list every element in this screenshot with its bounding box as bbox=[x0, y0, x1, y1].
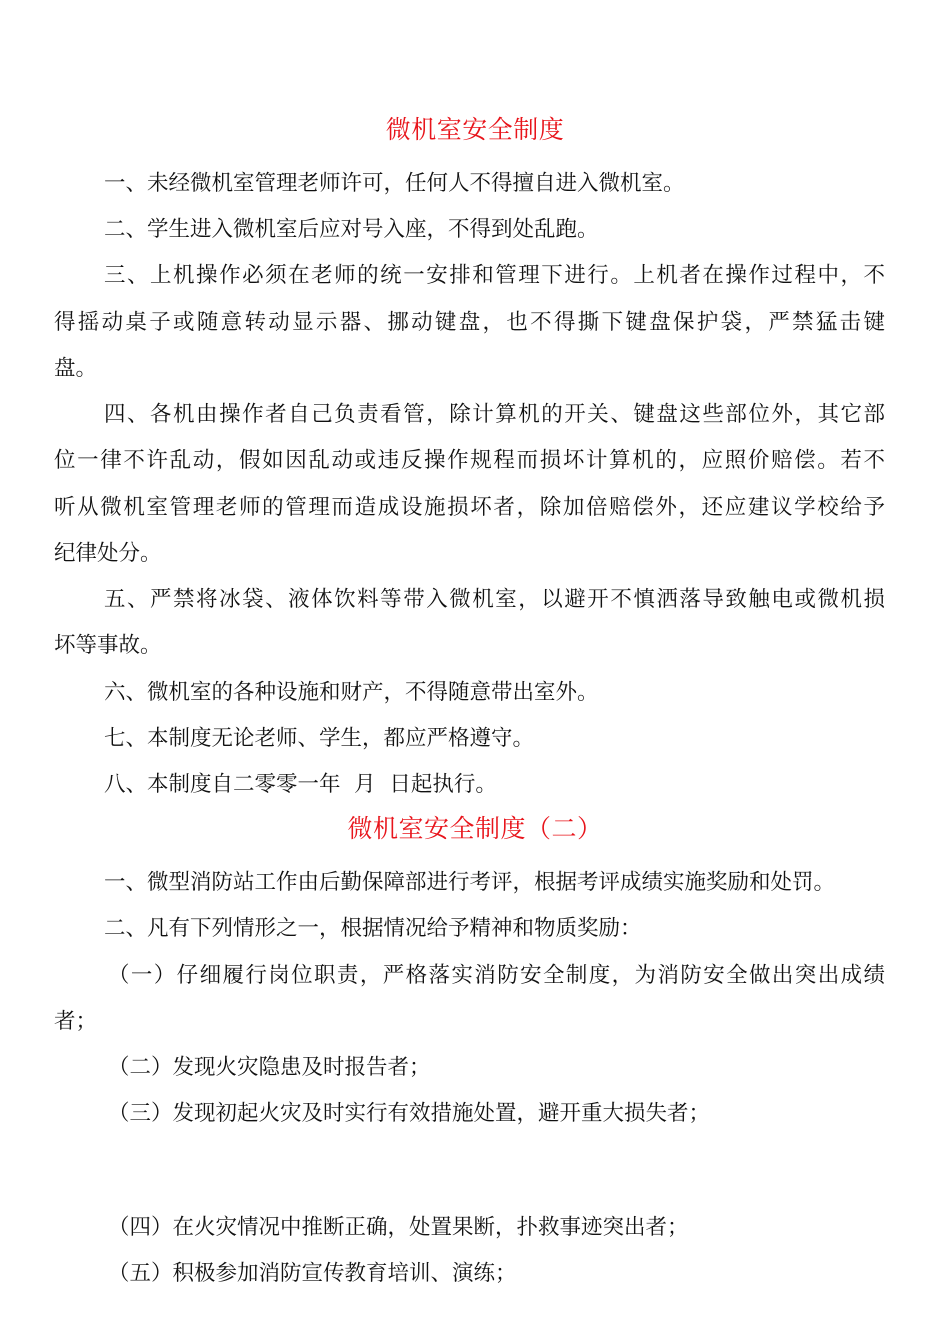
reward-item-1-line-1: （一）仔细履行岗位职责，严格落实消防安全制度，为消防安全做出突出成绩 bbox=[108, 963, 885, 988]
rule-5-line-2: 坏等事故。 bbox=[54, 633, 162, 658]
rule-3-line-2: 得摇动桌子或随意转动显示器、挪动键盘，也不得撕下键盘保护袋，严禁猛击键 bbox=[54, 310, 885, 335]
reward-item-5: （五）积极参加消防宣传教育培训、演练； bbox=[108, 1261, 517, 1286]
reward-item-1-line-2: 者； bbox=[54, 1009, 98, 1034]
rule-5-line-1: 五、严禁将冰袋、液体饮料等带入微机室，以避开不慎洒落导致触电或微机损 bbox=[104, 587, 885, 612]
section2-rule-1: 一、微型消防站工作由后勤保障部进行考评，根据考评成绩实施奖励和处罚。 bbox=[104, 870, 836, 895]
rule-3-line-1: 三、上机操作必须在老师的统一安排和管理下进行。上机者在操作过程中，不 bbox=[104, 263, 885, 288]
rule-6: 六、微机室的各种设施和财产，不得随意带出室外。 bbox=[104, 680, 599, 705]
reward-item-2: （二）发现火灾隐患及时报告者； bbox=[108, 1055, 431, 1080]
section2-title: 微机室安全制度（二） bbox=[347, 814, 603, 843]
section2-rule-2: 二、凡有下列情形之一，根据情况给予精神和物质奖励： bbox=[104, 916, 642, 941]
rule-7: 七、本制度无论老师、学生，都应严格遵守。 bbox=[104, 726, 535, 751]
reward-item-4: （四）在火灾情况中推断正确，处置果断，扑救事迹突出者； bbox=[108, 1215, 689, 1240]
rule-4-line-2: 位一律不许乱动，假如因乱动或违反操作规程而损坏计算机的，应照价赔偿。若不 bbox=[54, 448, 885, 473]
section1-title: 微机室安全制度 bbox=[385, 115, 565, 144]
rule-2: 二、学生进入微机室后应对号入座，不得到处乱跑。 bbox=[104, 217, 599, 242]
rule-8: 八、本制度自二零零一年 月 日起执行。 bbox=[104, 772, 497, 797]
rule-4-line-3: 听从微机室管理老师的管理而造成设施损坏者，除加倍赔偿外，还应建议学校给予 bbox=[54, 495, 885, 520]
rule-4-line-1: 四、各机由操作者自己负责看管，除计算机的开关、键盘这些部位外，其它部 bbox=[104, 402, 885, 427]
rule-1: 一、未经微机室管理老师许可，任何人不得擅自进入微机室。 bbox=[104, 171, 685, 196]
rule-4-line-4: 纪律处分。 bbox=[54, 541, 162, 566]
reward-item-3: （三）发现初起火灾及时实行有效措施处置，避开重大损失者； bbox=[108, 1101, 711, 1126]
rule-3-line-3: 盘。 bbox=[54, 356, 98, 381]
